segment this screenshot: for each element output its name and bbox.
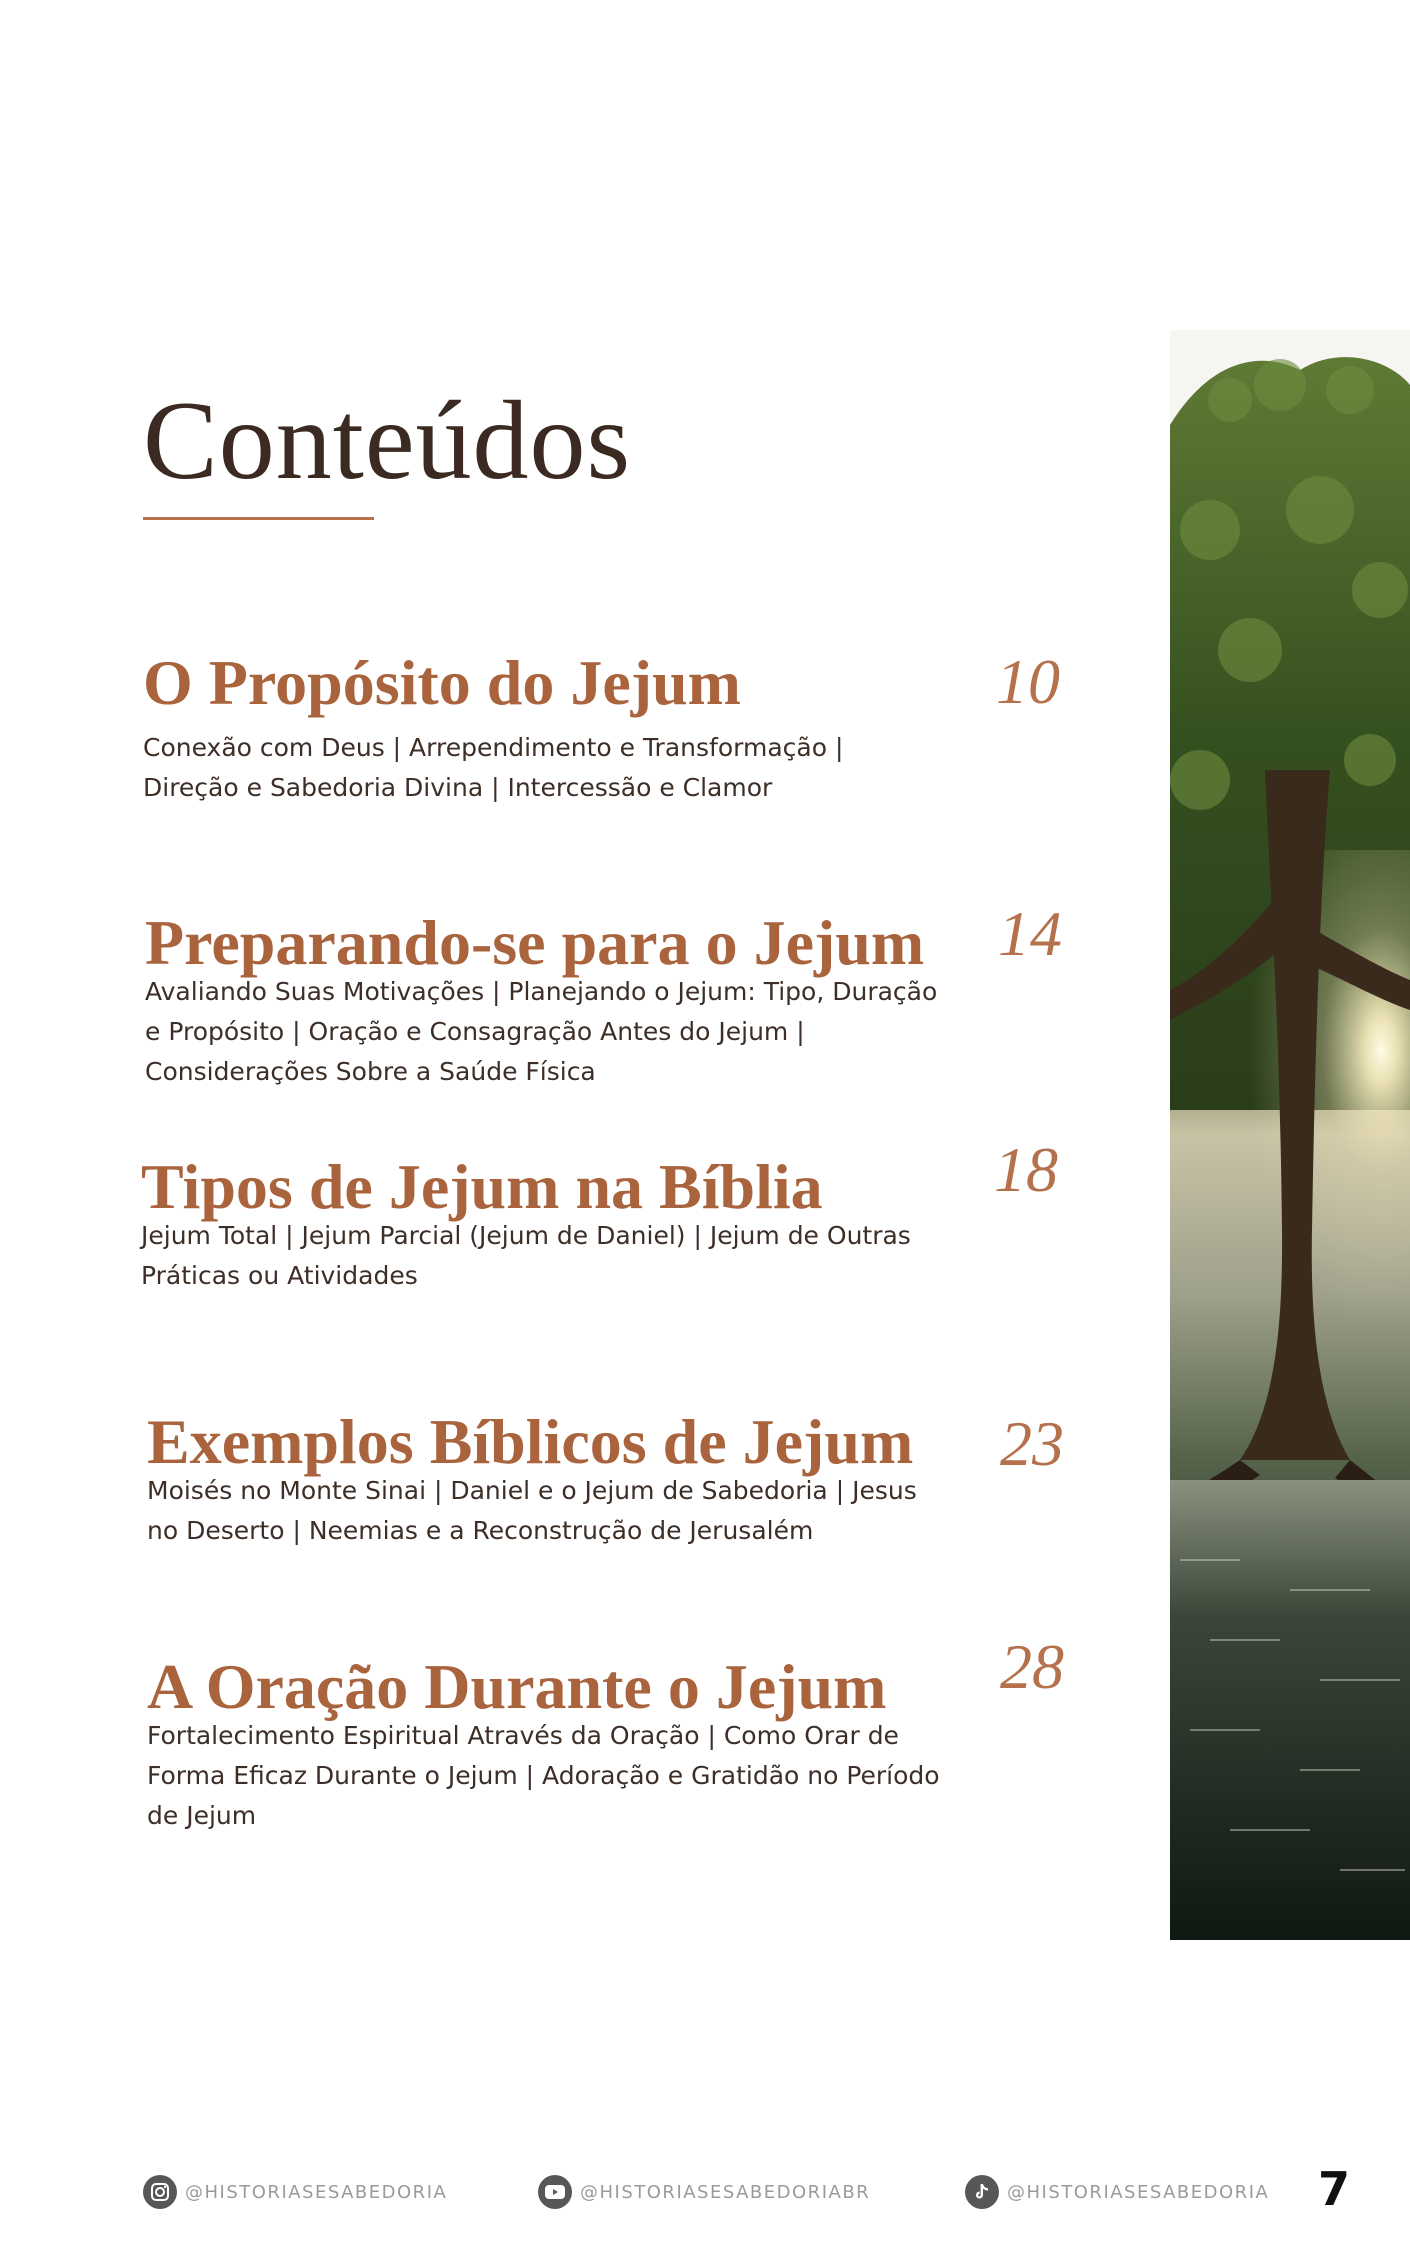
tiktok-icon [965, 2175, 999, 2209]
toc-entry-page-number: 28 [1000, 1631, 1064, 1702]
toc-entry-description: Avaliando Suas Motivações | Planejando o Jejum: Tipo, Duração e Propósito | Oração e Consagração Antes do Jejum | Considerações Sobre a Saúde Física [145, 977, 938, 1087]
instagram-link[interactable] [143, 2175, 447, 2209]
instagram-icon [143, 2175, 177, 2209]
toc-entry-description: Conexão com Deus | Arrependimento e Transformação | Direção e Sabedoria Divina | Intercessão e Clamor [143, 733, 844, 803]
youtube-link[interactable] [538, 2175, 870, 2209]
youtube-handle: @HISTORIASESABEDORIABR [580, 2181, 871, 2203]
toc-entry-title[interactable]: Tipos de Jejum na Bíblia [141, 1151, 823, 1222]
toc-entry-page-number: 18 [994, 1134, 1058, 1205]
toc-entry[interactable] [147, 1652, 947, 1836]
toc-entry-page-number: 23 [1000, 1408, 1064, 1479]
toc-entry-description: Moisés no Monte Sinai | Daniel e o Jejum de Sabedoria | Jesus no Deserto | Neemias e a Reconstrução de Jerusalém [147, 1476, 917, 1546]
toc-entry[interactable] [147, 1407, 947, 1551]
footer [0, 2165, 1410, 2215]
toc-entry[interactable] [143, 648, 943, 808]
instagram-handle: @HISTORIASESABEDORIA [185, 2181, 448, 2203]
page-title: Conteúdos [143, 379, 632, 503]
tiktok-handle: @HISTORIASESABEDORIA [1007, 2181, 1270, 2203]
toc-entry-description: Fortalecimento Espiritual Através da Oração | Como Orar de Forma Eficaz Durante o Jejum | Adoração e Gratidão no Período de Jejum [147, 1721, 940, 1831]
toc-entry-page-number: 10 [996, 646, 1060, 717]
toc-entry-title[interactable]: A Oração Durante o Jejum [147, 1651, 887, 1722]
toc-entry-title[interactable]: Preparando-se para o Jejum [145, 907, 925, 978]
toc-entry[interactable] [145, 908, 945, 1092]
toc-entry[interactable] [141, 1152, 941, 1296]
toc-entry-description: Jejum Total | Jejum Parcial (Jejum de Daniel) | Jejum de Outras Práticas ou Atividades [141, 1221, 911, 1291]
tree-photo [1170, 330, 1410, 1940]
toc-entry-page-number: 14 [998, 898, 1062, 969]
youtube-icon [538, 2175, 572, 2209]
toc-entry-title[interactable]: Exemplos Bíblicos de Jejum [147, 1406, 914, 1477]
toc-entry-title[interactable]: O Propósito do Jejum [143, 647, 741, 718]
title-underline [143, 517, 374, 520]
page-number: 7 [1317, 2162, 1350, 2216]
tiktok-link[interactable] [965, 2175, 1269, 2209]
